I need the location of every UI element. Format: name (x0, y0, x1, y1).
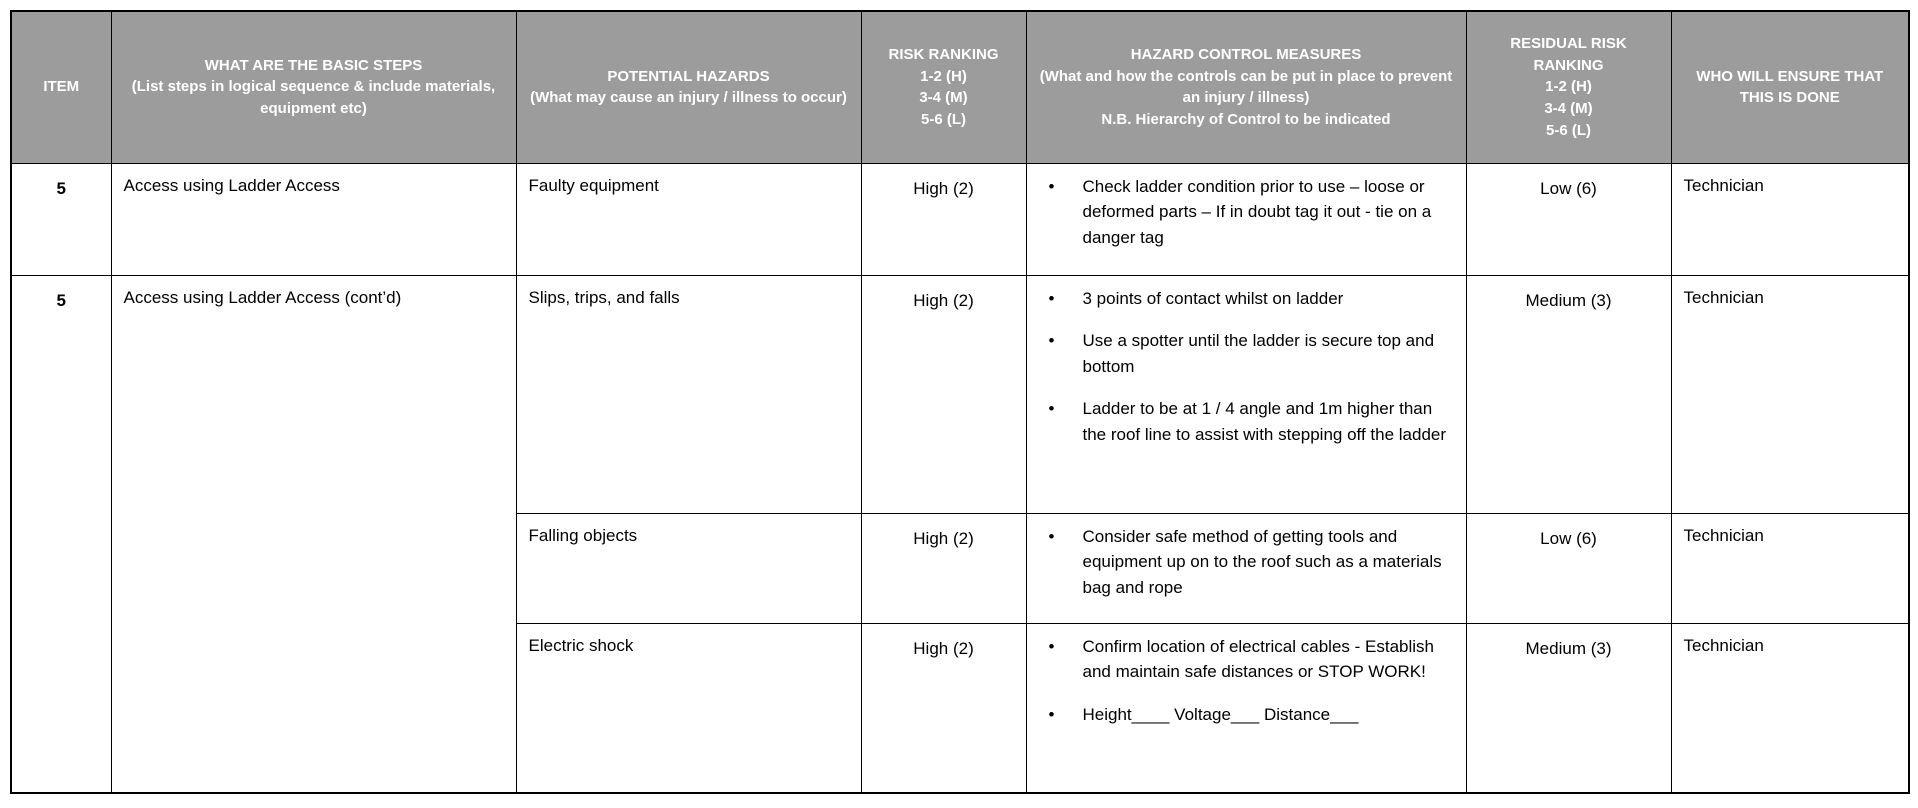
item-number-cell: 5 (11, 275, 111, 793)
col-header-control-measures-title: HAZARD CONTROL MEASURES (1130, 45, 1362, 63)
risk-ranking-cell: High (2) (861, 275, 1026, 513)
basic-step-cell: Access using Ladder Access (cont’d) (111, 275, 516, 793)
control-measures-cell (1026, 275, 1466, 513)
control-measure-item: • Height____ Voltage___ Distance___ (1033, 702, 1454, 728)
risk-ranking-cell: High (2) (861, 623, 1026, 793)
control-measure-item: • Ladder to be at 1 / 4 angle and 1m higher than the roof line to assist with stepping off the ladder (1033, 396, 1454, 447)
col-header-risk-ranking-line-low: 5-6 (L) (921, 111, 966, 128)
col-header-residual-risk (1466, 11, 1671, 163)
table-row (11, 275, 1909, 513)
residual-risk-cell: Medium (3) (1466, 623, 1671, 793)
hazard-cell: Slips, trips, and falls (516, 275, 861, 513)
hazard-cell: Faulty equipment (516, 163, 861, 275)
residual-risk-cell: Medium (3) (1466, 275, 1671, 513)
col-header-control-measures (1026, 11, 1466, 163)
col-header-item-title: ITEM (43, 78, 80, 96)
col-header-residual-risk-line-low: 5-6 (L) (1546, 121, 1591, 139)
col-header-potential-hazards (516, 11, 861, 163)
header-row (11, 11, 1909, 163)
col-header-basic-steps (111, 11, 516, 163)
control-measures-cell (1026, 513, 1466, 623)
col-header-residual-risk-line-medium: 3-4 (M) (1544, 100, 1593, 118)
control-measures-list (1033, 174, 1454, 251)
col-header-who-ensures-title: WHO WILL ENSURE THAT THIS IS DONE (1696, 67, 1884, 107)
responsible-person-cell: Technician (1671, 275, 1909, 513)
control-measure-item: • Use a spotter until the ladder is secure top and bottom (1033, 328, 1454, 379)
col-header-basic-steps-subtitle: (List steps in logical sequence & include materials, equipment etc) (131, 78, 496, 118)
residual-risk-cell: Low (6) (1466, 513, 1671, 623)
responsible-person-cell: Technician (1671, 623, 1909, 793)
col-header-item (11, 11, 111, 163)
hazard-cell: Falling objects (516, 513, 861, 623)
col-header-who-ensures (1671, 11, 1909, 163)
col-header-risk-ranking-title: RISK RANKING (888, 45, 999, 63)
table-row (11, 163, 1909, 275)
control-measures-cell (1026, 163, 1466, 275)
item-number-cell: 5 (11, 163, 111, 275)
col-header-control-measures-note: N.B. Hierarchy of Control to be indicated (1101, 111, 1391, 128)
basic-step-cell: Access using Ladder Access (111, 163, 516, 275)
control-measure-item: • 3 points of contact whilst on ladder (1033, 286, 1454, 312)
col-header-risk-ranking-line-medium: 3-4 (M) (919, 89, 968, 107)
control-measure-item: • Check ladder condition prior to use – loose or deformed parts – If in doubt tag it out - tie on a danger tag (1033, 174, 1454, 251)
col-header-risk-ranking (861, 11, 1026, 163)
col-header-potential-hazards-title: POTENTIAL HAZARDS (607, 67, 770, 85)
control-measures-cell (1026, 623, 1466, 793)
risk-ranking-cell: High (2) (861, 513, 1026, 623)
control-measure-item: • Confirm location of electrical cables - Establish and maintain safe distances or STOP WORK! (1033, 634, 1454, 685)
control-measure-item: • Consider safe method of getting tools and equipment up on to the roof such as a materials bag and rope (1033, 524, 1454, 601)
control-measures-list (1033, 524, 1454, 601)
col-header-potential-hazards-subtitle: (What may cause an injury / illness to occur) (530, 89, 847, 107)
responsible-person-cell: Technician (1671, 163, 1909, 275)
col-header-basic-steps-title: WHAT ARE THE BASIC STEPS (204, 56, 423, 74)
control-measures-list (1033, 286, 1454, 448)
risk-ranking-cell: High (2) (861, 163, 1026, 275)
residual-risk-cell: Low (6) (1466, 163, 1671, 275)
col-header-residual-risk-line-high: 1-2 (H) (1545, 78, 1592, 96)
risk-assessment-table (10, 10, 1910, 794)
col-header-residual-risk-title: RESIDUAL RISK RANKING (1510, 34, 1627, 74)
control-measures-list (1033, 634, 1454, 728)
hazard-cell: Electric shock (516, 623, 861, 793)
responsible-person-cell: Technician (1671, 513, 1909, 623)
col-header-control-measures-subtitle: (What and how the controls can be put in place to prevent an injury / illness) (1039, 67, 1453, 107)
col-header-risk-ranking-line-high: 1-2 (H) (920, 67, 967, 85)
